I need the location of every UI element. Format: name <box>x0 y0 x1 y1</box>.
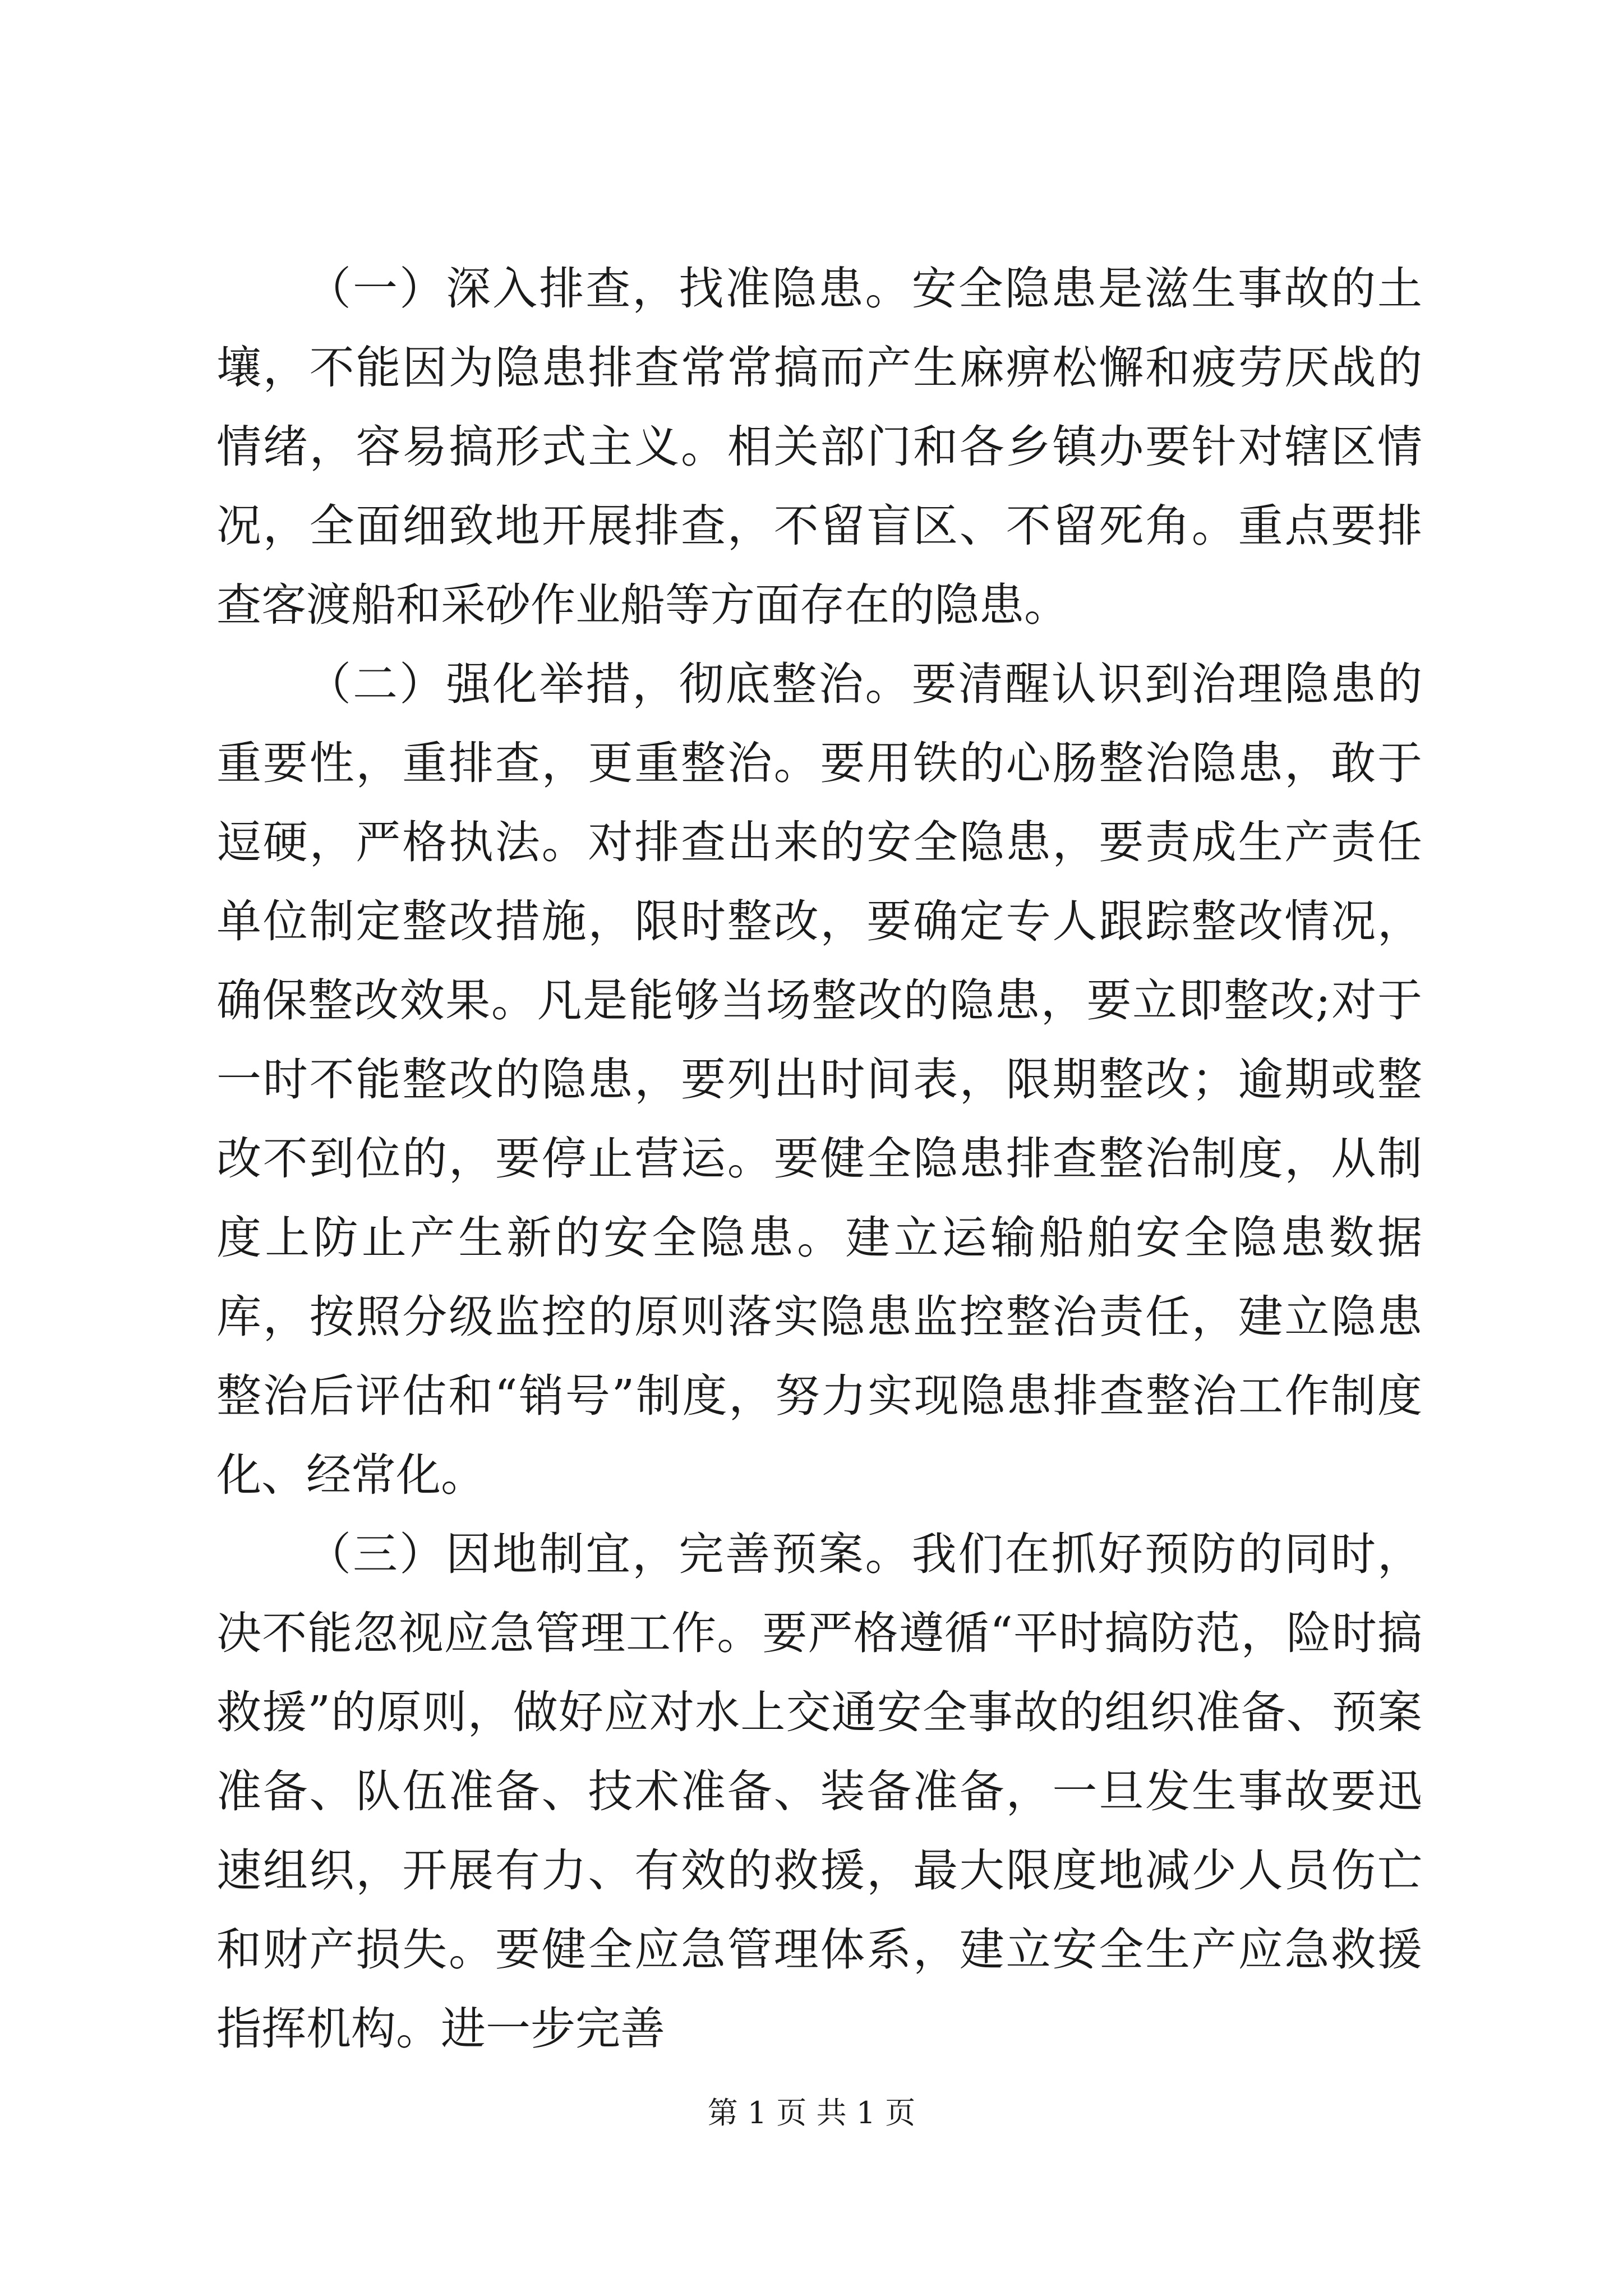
paragraph-1: （一）深入排查，找准隐患。安全隐患是滋生事故的土壤，不能因为隐患排查常常搞而产生麻痹松懈和疲劳厌战的情绪，容易搞形式主义。相关部门和各乡镇办要针对辖区情况，全面细致地开展排查，不留盲区、不留死角。重点要排查客渡船和采砂作业船等方面存在的隐患。 <box>216 263 1422 631</box>
document-body <box>216 249 1422 2068</box>
page-footer: 第 1 页 共 1 页 <box>707 2095 916 2131</box>
paragraph-3: （三）因地制宜，完善预案。我们在抓好预防的同时，决不能忽视应急管理工作。要严格遵循“平时搞防范，险时搞救援”的原则，做好应对水上交通安全事故的组织准备、预案准备、队伍准备、技术准备、装备准备，一旦发生事故要迅速组织，开展有力、有效的救援，最大限度地减少人员伤亡和财产损失。要健全应急管理体系，建立安全生产应急救援指挥机构。进一步完善 <box>216 1528 1422 2055</box>
paragraph-2: （二）强化举措，彻底整治。要清醒认识到治理隐患的重要性，重排查，更重整治。要用铁的心肠整治隐患，敢于逗硬，严格执法。对排查出来的安全隐患，要责成生产责任单位制定整改措施，限时整改，要确定专人跟踪整改情况，确保整改效果。凡是能够当场整改的隐患，要立即整改;对于一时不能整改的隐患，要列出时间表，限期整改；逾期或整改不到位的，要停止营运。要健全隐患排查整治制度，从制度上防止产生新的安全隐患。建立运输船舶安全隐患数据库，按照分级监控的原则落实隐患监控整治责任，建立隐患整治后评估和“销号”制度，努力实现隐患排查整治工作制度化、经常化。 <box>216 658 1422 1501</box>
